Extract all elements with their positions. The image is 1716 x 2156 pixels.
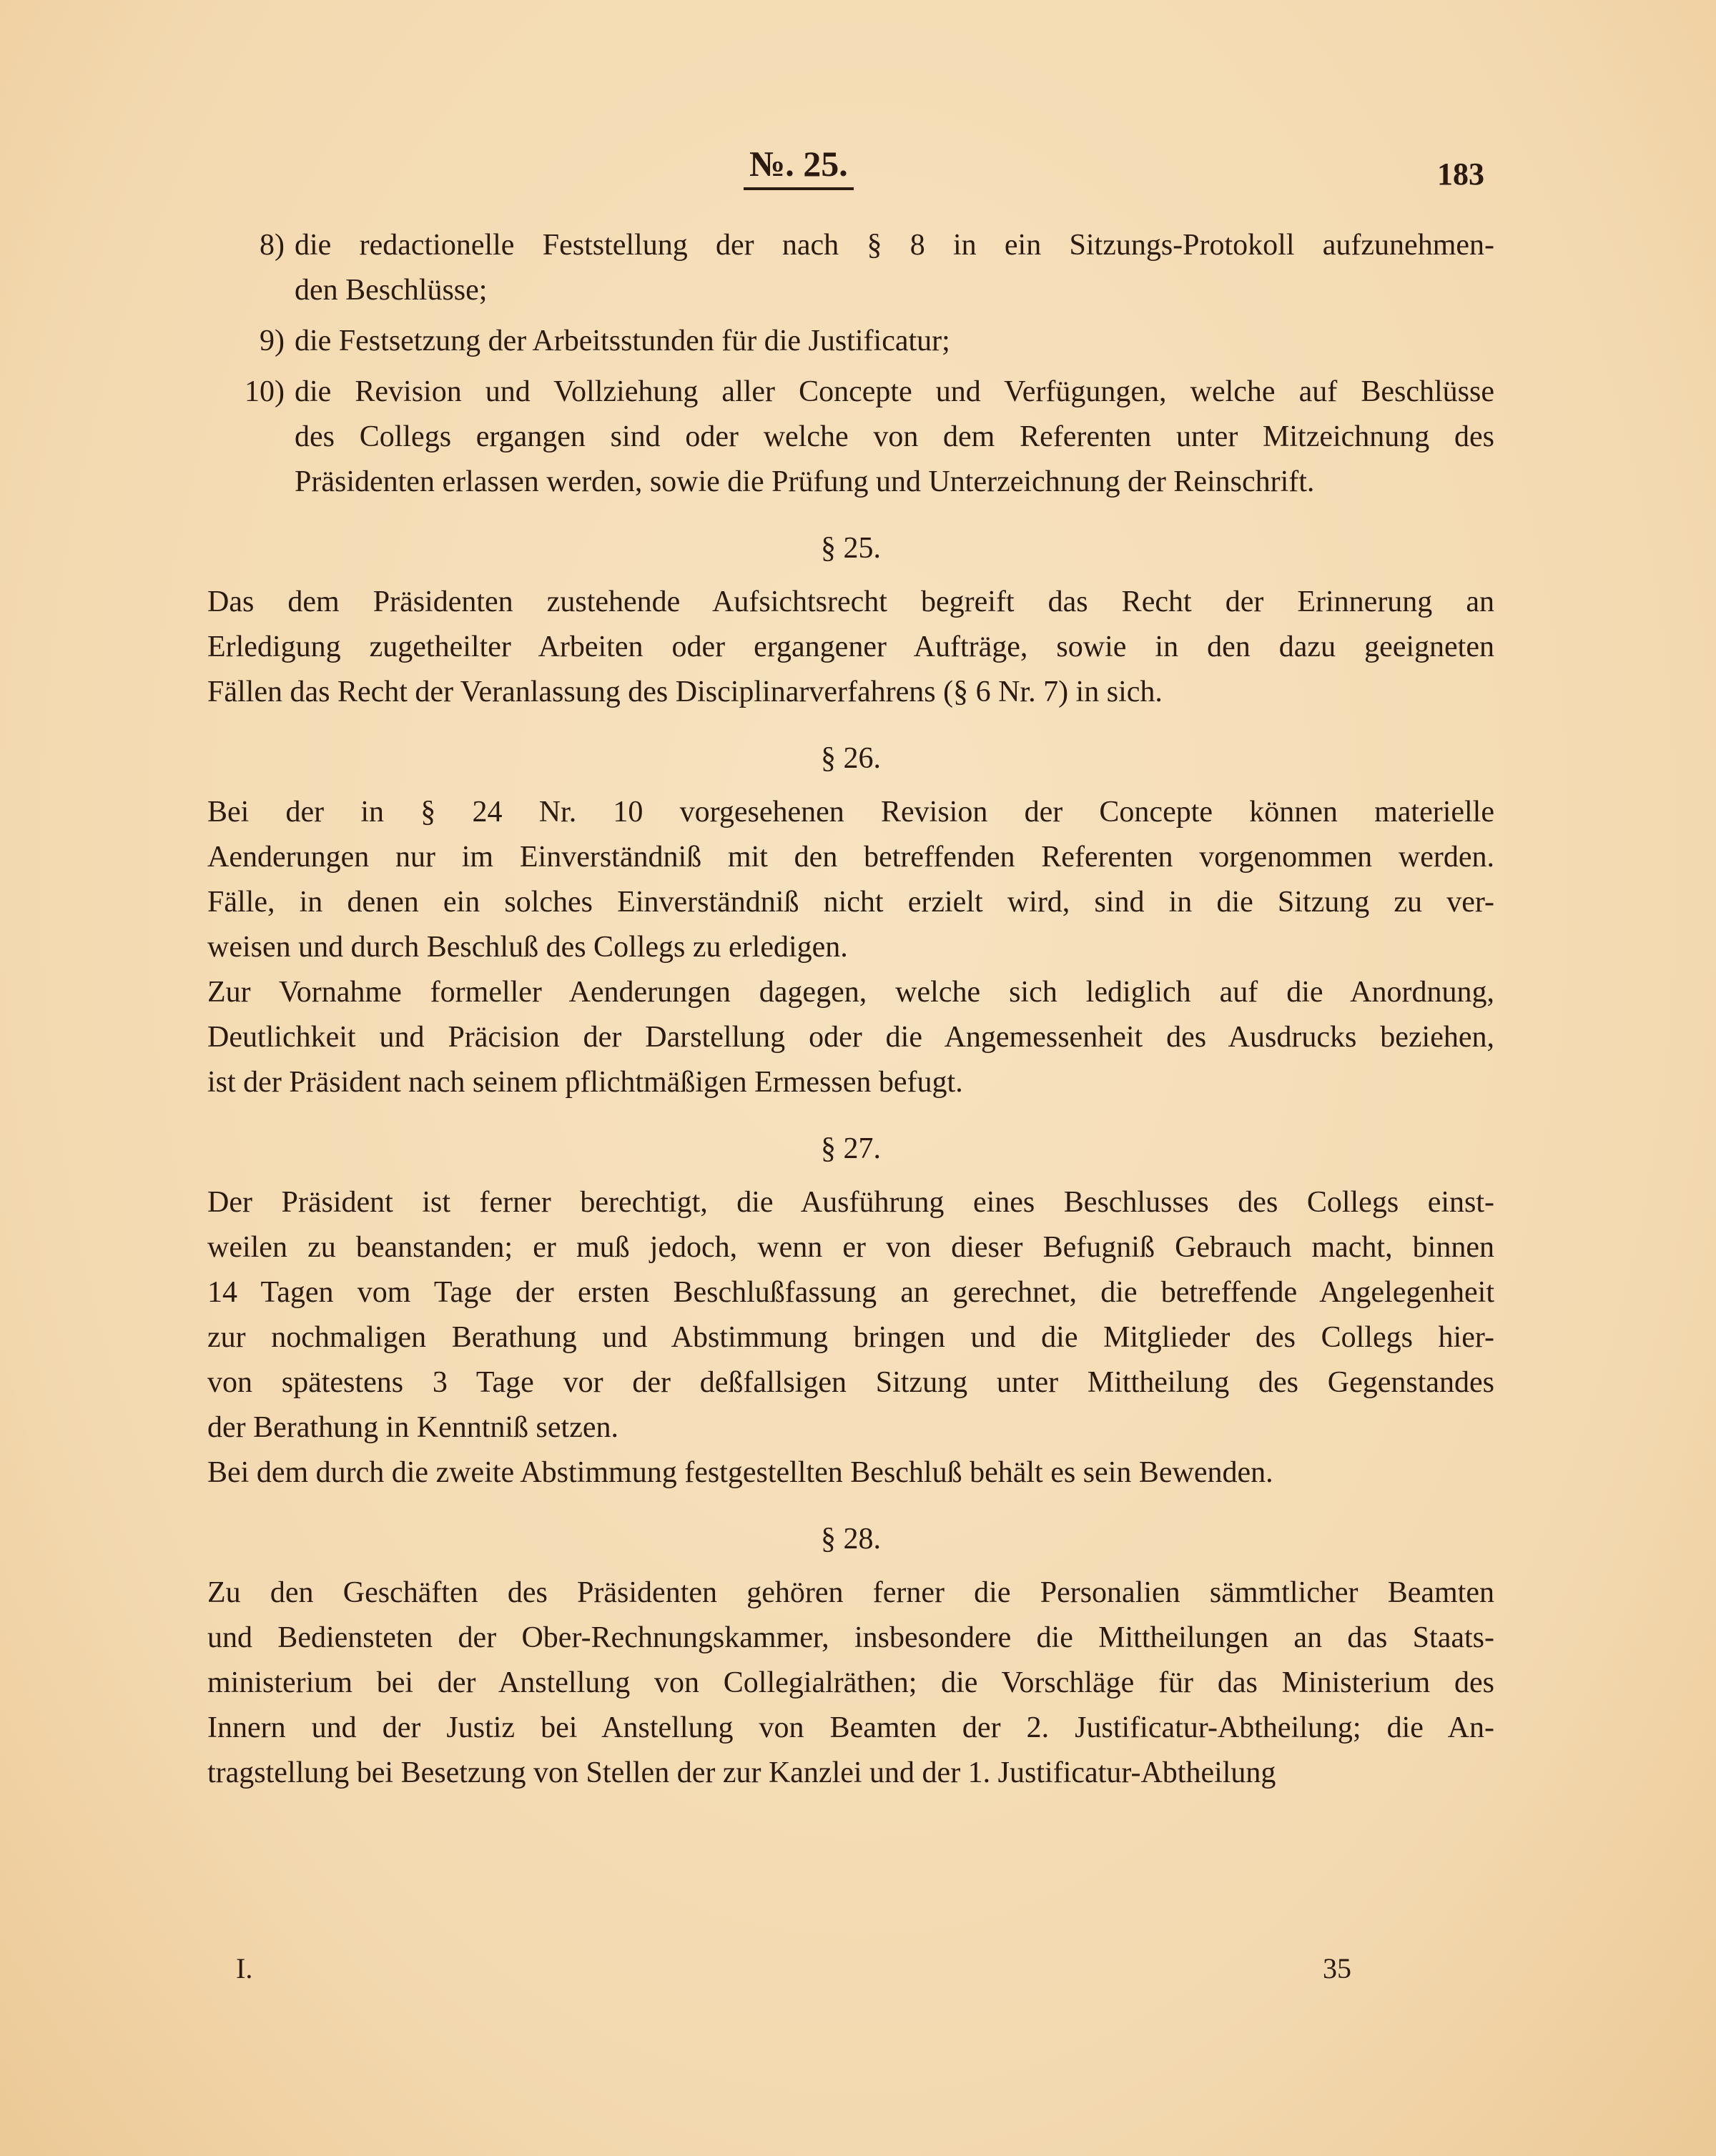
text-line: die redactionelle Feststellung der nach § 8 in ein Sitzungs-Protokoll aufzunehmen- <box>295 229 1494 262</box>
section-heading: § 27. <box>821 1132 881 1165</box>
text-line: Zur Vornahme formeller Aenderungen dagegen, welche sich lediglich auf die Anordnung, <box>207 976 1494 1009</box>
text-line: Erledigung zugetheilter Arbeiten oder ergangener Aufträge, sowie in den dazu geeigneten <box>207 631 1494 663</box>
text-line: Zu den Geschäften des Präsidenten gehören ferner die Personalien sämmtlicher Beamten <box>207 1576 1494 1609</box>
section-heading: § 28. <box>821 1523 881 1556</box>
text-line: 14 Tagen vom Tage der ersten Beschlußfassung an gerechnet, die betreffende Angelegenheit <box>207 1276 1494 1309</box>
text-line: weisen und durch Beschluß des Collegs zu erledigen. <box>207 931 848 964</box>
text-line: Fällen das Recht der Veranlassung des Disciplinarverfahrens (§ 6 Nr. 7) in sich. <box>207 676 1163 708</box>
text-line: Innern und der Justiz bei Anstellung von Beamten der 2. Justificatur-Abtheilung; die An- <box>207 1711 1494 1744</box>
sheet-signature: I. <box>236 1952 253 1984</box>
item-number: 8) <box>260 229 285 262</box>
text-line: und Bediensteten der Ober-Rechnungskammer, insbesondere die Mittheilungen an das Staats- <box>207 1621 1494 1654</box>
section-heading: § 25. <box>821 532 881 565</box>
section-heading: § 26. <box>821 742 881 775</box>
paragraph <box>207 1450 1494 1495</box>
text-line: Deutlichkeit und Präcision der Darstellung oder die Angemessenheit des Ausdrucks beziehen, <box>207 1021 1494 1054</box>
text-line: ministerium bei der Anstellung von Collegialräthen; die Vorschläge für das Ministerium des <box>207 1666 1494 1699</box>
paragraph <box>207 970 1494 1105</box>
page-number: 183 <box>1437 157 1484 192</box>
text-line: des Collegs ergangen sind oder welche von dem Referenten unter Mitzeichnung des <box>295 420 1494 453</box>
text-line: von spätestens 3 Tage vor der deßfallsigen Sitzung unter Mittheilung des Gegenstandes <box>207 1366 1494 1399</box>
list-item <box>207 319 1494 364</box>
list-item <box>207 223 1494 313</box>
document-body <box>207 223 1494 1796</box>
text-line: die Festsetzung der Arbeitsstunden für die Justificatur; <box>295 325 950 357</box>
text-line: der Berathung in Kenntniß setzen. <box>207 1411 618 1444</box>
item-number: 9) <box>260 325 285 357</box>
sheet-number: 35 <box>1323 1952 1351 1984</box>
text-line: Präsidenten erlassen werden, sowie die Prüfung und Unterzeichnung der Reinschrift. <box>295 465 1315 498</box>
list-item <box>207 370 1494 505</box>
text-line: Aenderungen nur im Einverständniß mit den betreffenden Referenten vorgenommen werden. <box>207 841 1494 874</box>
text-line: ist der Präsident nach seinem pflichtmäßigen Ermessen befugt. <box>207 1066 963 1099</box>
document-number: №. 25. <box>744 143 854 190</box>
text-line: Bei der in § 24 Nr. 10 vorgesehenen Revision der Concepte können materielle <box>207 796 1494 829</box>
text-line: die Revision und Vollziehung aller Concepte und Verfügungen, welche auf Beschlüsse <box>295 375 1494 408</box>
paragraph <box>207 790 1494 970</box>
item-number: 10) <box>245 375 285 408</box>
paragraph <box>207 1180 1494 1450</box>
text-line: Der Präsident ist ferner berechtigt, die Ausführung eines Beschlusses des Collegs einst- <box>207 1186 1494 1219</box>
text-line: weilen zu beanstanden; er muß jedoch, wenn er von dieser Befugniß Gebrauch macht, binnen <box>207 1231 1494 1264</box>
text-line: tragstellung bei Besetzung von Stellen der zur Kanzlei und der 1. Justificatur-Abtheilung <box>207 1756 1276 1789</box>
paragraph <box>207 580 1494 715</box>
text-line: Fälle, in denen ein solches Einverständniß nicht erzielt wird, sind in die Sitzung zu ver- <box>207 886 1494 919</box>
paragraph <box>207 1571 1494 1796</box>
text-line: Bei dem durch die zweite Abstimmung festgestellten Beschluß behält es sein Bewenden. <box>207 1456 1273 1489</box>
text-line: den Beschlüsse; <box>295 274 488 307</box>
text-line: Das dem Präsidenten zustehende Aufsichtsrecht begreift das Recht der Erinnerung an <box>207 585 1494 618</box>
text-line: zur nochmaligen Berathung und Abstimmung bringen und die Mitglieder des Collegs hier- <box>207 1321 1494 1354</box>
